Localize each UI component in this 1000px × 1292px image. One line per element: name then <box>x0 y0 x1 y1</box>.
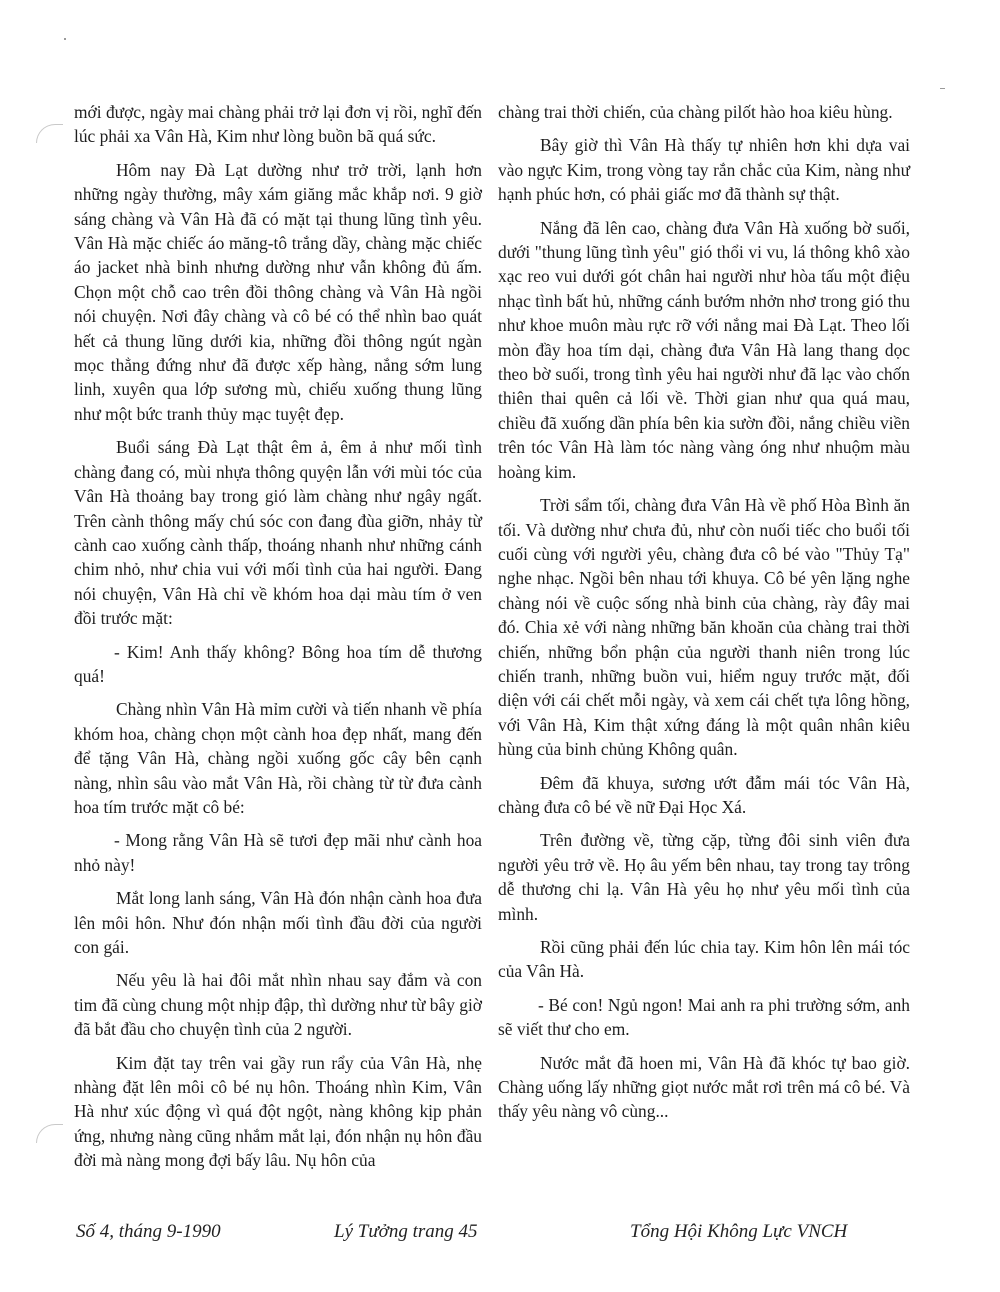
paragraph: Trời sẩm tối, chàng đưa Vân Hà về phố Hòa Bình ăn tối. Và dường như chưa đủ, như còn nuối tiếc cho buổi tối cuối cùng với người yêu, chàng đưa cô bé vào "Thủy Tạ" nghe nhạc. Ngồi bên nhau tới khuya. Cô bé yên lặng nghe chàng nói về cuộc sống nhà binh của chàng, rày đây mai đó. Chia xẻ với nàng những băn khoăn của chàng trai thời chiến, những bổn phận của người thanh niên trong lúc chiến tranh, những buồn vui, hiểm nguy trước mặt, đối diện với cái chết mỗi ngày, và xem cái chết tựa lông hồng, với Vân Hà, Kim thật xứng đáng là một quân nhân kiêu hùng của binh chủng Không quân. <box>498 495 910 760</box>
paragraph: Hôm nay Đà Lạt dường như trở trời, lạnh hơn những ngày thường, mây xám giăng mắc khắp nơi. 9 giờ sáng chàng và Vân Hà đã có mặt tại thung lũng tình yêu. Vân Hà mặc chiếc áo măng-tô trắng dầy, chàng mặc chiếc áo jacket nhà binh nhưng dường như vẫn không đủ ấm. Chọn một chỗ cao trên đồi thông chàng và Vân Hà ngồi nói chuyện. Nơi đây chàng và cô bé có thể nhìn bao quát hết cả thung lũng dưới kia, những đồi thông ngút ngàn mọc thẳng đứng như đã được xếp hàng, nắng sớm lung linh, xuyên qua lớp sương mù, chiếu xuống thung lũng như một bức tranh thủy mạc tuyệt đẹp. <box>74 159 482 424</box>
footer-publisher: Tổng Hội Không Lực VNCH <box>630 1221 848 1242</box>
paragraph: mới được, ngày mai chàng phải trở lại đơn vị rồi, nghĩ đến lúc phải xa Vân Hà, Kim như lòng buồn bã quá sức. <box>74 102 482 147</box>
paragraph: Đêm đã khuya, sương ướt đẫm mái tóc Vân Hà, chàng đưa cô bé về nữ Đại Học Xá. <box>498 772 910 817</box>
paragraph: Nếu yêu là hai đôi mắt nhìn nhau say đắm và con tim đã cùng chung một nhịp đập, thì dường như từ bây giờ đã bắt đầu cho chuyện tình của 2 người. <box>74 970 482 1040</box>
paragraph: Kim đặt tay trên vai gầy run rẩy của Vân Hà, nhẹ nhàng đặt lên môi cô bé nụ hôn. Thoáng nhìn Kim, Vân Hà như xúc động vì quá đột ngột, nàng không kịp phản ứng, nhưng nàng cũng nhắm mắt lại, đón nhận nụ hôn đầu đời mà nàng mong đợi bấy lâu. Nụ hôn của <box>74 1052 482 1171</box>
dialogue-line: - Mong rằng Vân Hà sẽ tươi đẹp mãi như cành hoa nhỏ này! <box>74 830 482 875</box>
paragraph: Buổi sáng Đà Lạt thật êm ả, êm ả như mối tình chàng đang có, mùi nhựa thông quyện lẫn với mùi tóc của Vân Hà thoảng bay trong gió làm chàng như ngây ngất. Trên cành thông mấy chú sóc con đang đùa giỡn, nhảy từ cành cao xuống cành thấp, thoáng nhanh như những cánh chim nhỏ, như chia vui với mối tình của hai người. Đang nói chuyện, Vân Hà chỉ về khóm hoa dại màu tím ở ven đồi trước mặt: <box>74 437 482 629</box>
scan-speck <box>940 88 945 89</box>
paragraph: Trên đường về, từng cặp, từng đôi sinh viên đưa người yêu trở về. Họ âu yếm bên nhau, tay trong tay trông dễ thương chi lạ. Vân Hà yêu họ như yêu mối tình của mình. <box>498 830 910 924</box>
paragraph: Mắt long lanh sáng, Vân Hà đón nhận cành hoa đưa lên môi hôn. Như đón nhận mối tình đầu đời của người con gái. <box>74 888 482 957</box>
punch-hole-mark <box>36 1124 63 1143</box>
paragraph: Rồi cũng phải đến lúc chia tay. Kim hôn lên mái tóc của Vân Hà. <box>498 937 910 982</box>
scan-speck <box>64 38 66 40</box>
footer-issue: Số 4, tháng 9-1990 <box>76 1221 221 1242</box>
punch-hole-mark <box>36 124 63 143</box>
paragraph: Chàng nhìn Vân Hà mỉm cười và tiến nhanh về phía khóm hoa, chàng chọn một cành hoa đẹp nhất, mang đến để tặng Vân Hà, chàng ngồi xuống gốc cây bên cạnh nàng, nhìn sâu vào mắt Vân Hà, rồi chàng từ từ đưa cành hoa tím trước mặt cô bé: <box>74 699 482 817</box>
footer-page-number: Lý Tưởng trang 45 <box>334 1221 478 1242</box>
paragraph: Bây giờ thì Vân Hà thấy tự nhiên hơn khi dựa vai vào ngực Kim, trong vòng tay rắn chắc của Kim, nàng như hạnh phúc hơn, có phải giấc mơ đã thành sự thật. <box>498 135 910 205</box>
paragraph: chàng trai thời chiến, của chàng pilốt hào hoa kiêu hùng. <box>498 102 893 122</box>
right-text-column <box>498 100 910 1133</box>
paragraph: Nắng đã lên cao, chàng đưa Vân Hà xuống bờ suối, dưới "thung lũng tình yêu" gió thổi vi vu, lá thông khô xào xạc reo vui dưới gót chân hai người như hòa tấu một điệu nhạc tình bất hủ, những cánh bướm nhởn nhơ trong gió thu như khoe muôn màu rực rỡ với nắng mai Đà Lạt. Theo lối mòn đầy hoa tím dại, chàng đưa Vân Hà lang thang dọc theo bờ suối, trong tình yêu hai người như đã lạc vào chốn thiên thai quên cả lối về. Thời gian như qua quá mau, chiều đã xuống dần phía bên kia sườn đồi, nắng chiều viền trên tóc Vân Hà làm tóc nàng vàng óng như nhuộm màu hoàng kim. <box>498 217 910 482</box>
dialogue-line: - Bé con! Ngủ ngon! Mai anh ra phi trường sớm, anh sẽ viết thư cho em. <box>498 994 910 1040</box>
paragraph: Nước mắt đã hoen mi, Vân Hà đã khóc tự bao giờ. Chàng uống lấy những giọt nước mắt rơi trên má cô bé. Và thấy yêu nàng vô cùng... <box>498 1052 910 1122</box>
dialogue-line: - Kim! Anh thấy không? Bông hoa tím dễ thương quá! <box>74 641 482 686</box>
left-text-column <box>74 100 482 1182</box>
